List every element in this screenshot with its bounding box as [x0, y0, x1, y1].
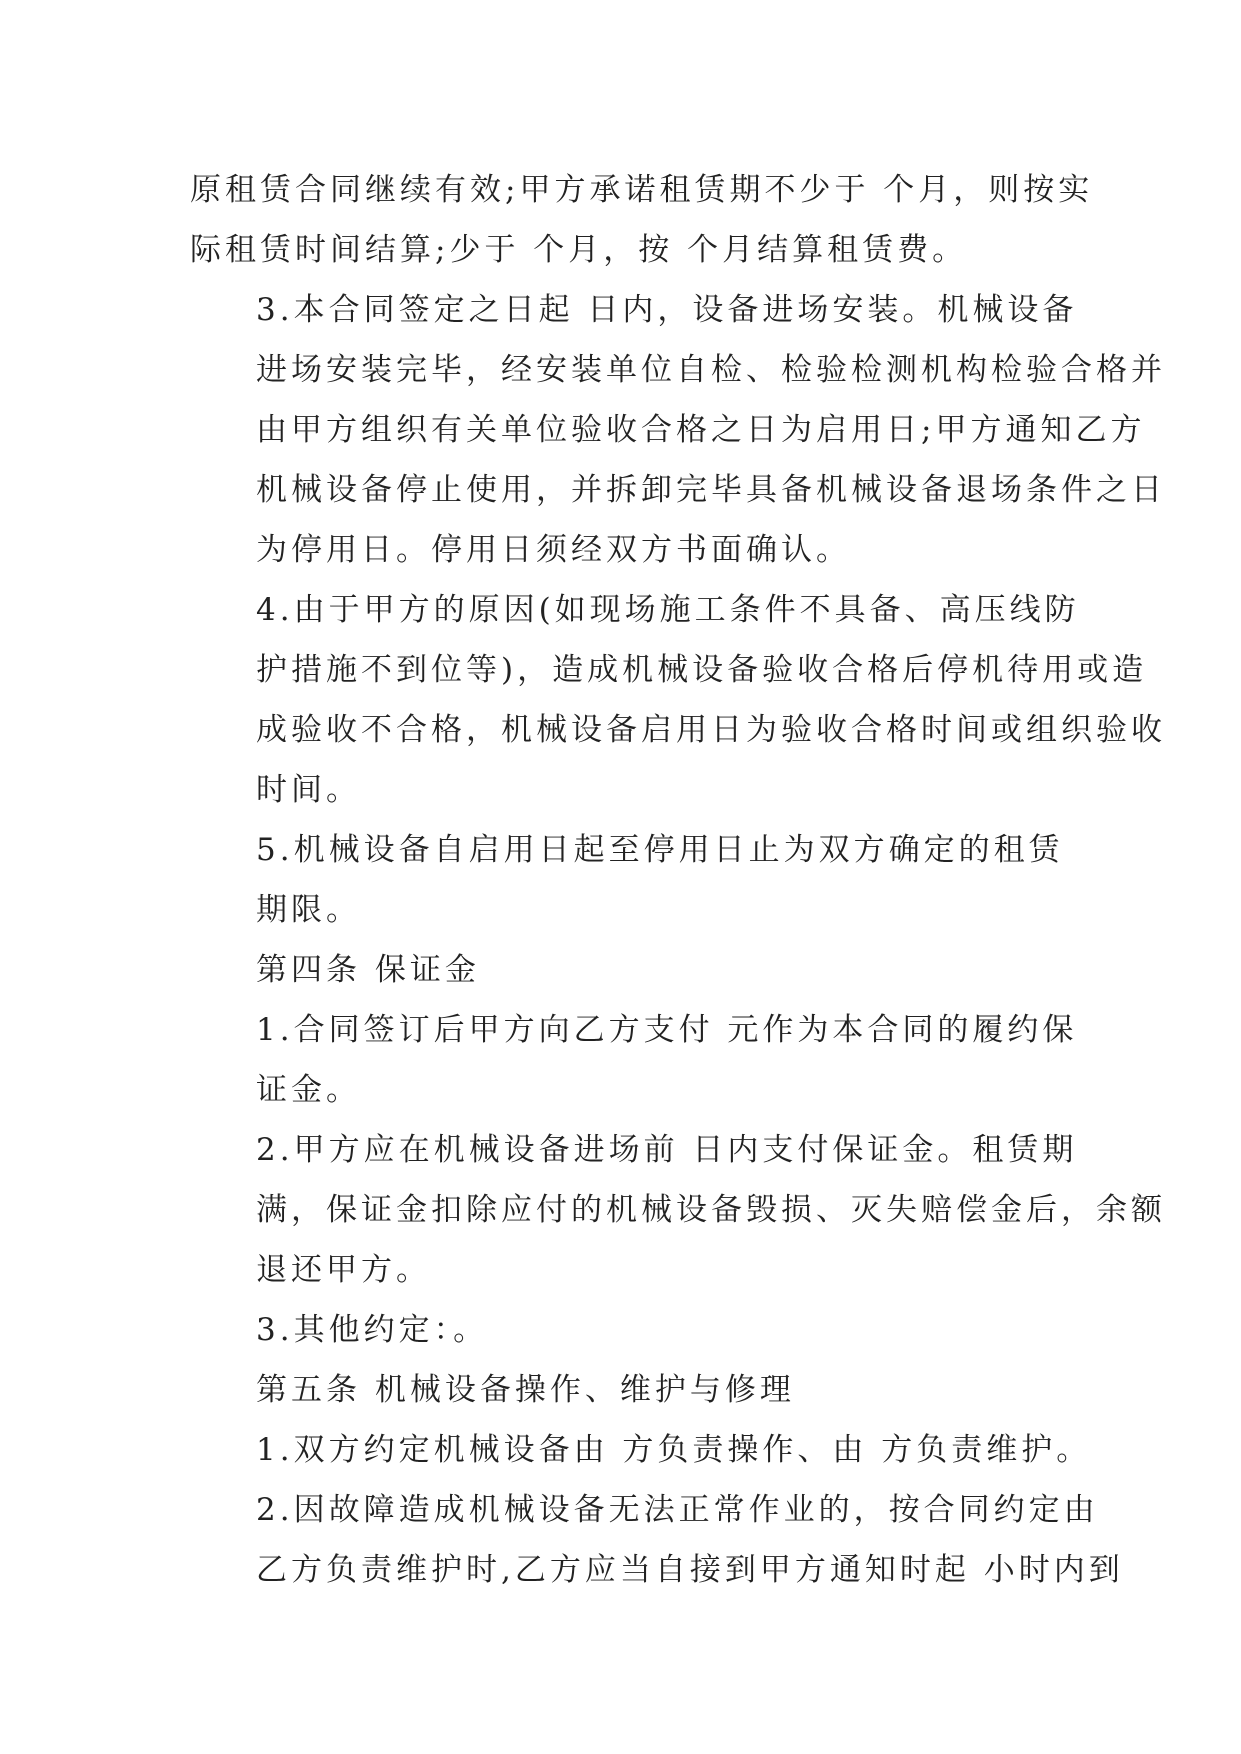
paragraph	[190, 580, 1166, 820]
text-line: 1.合同签订后甲方向乙方支付 元作为本合同的履约保	[256, 1012, 1078, 1048]
text-line: 乙方负责维护时,乙方应当自接到甲方通知时起 小时内到	[256, 1552, 1124, 1588]
text-line: 3.本合同签定之日起 日内，设备进场安装。机械设备	[256, 292, 1078, 328]
text-line: 第四条 保证金	[256, 952, 480, 988]
paragraph	[190, 820, 1064, 940]
text-line: 护措施不到位等)，造成机械设备验收合格后停机待用或造	[256, 652, 1148, 688]
text-line: 5.机械设备自启用日起至停用日止为双方确定的租赁	[256, 832, 1064, 868]
paragraph	[190, 1360, 1050, 1420]
text-line: 机械设备停止使用，并拆卸完毕具备机械设备退场条件之日	[256, 472, 1166, 508]
paragraph	[190, 1300, 1050, 1360]
paragraph	[190, 160, 1094, 280]
text-line: 为停用日。停用日须经双方书面确认。	[256, 532, 851, 568]
paragraph	[190, 1480, 1124, 1600]
text-line: 退还甲方。	[256, 1252, 431, 1288]
text-line: 第五条 机械设备操作、维护与修理	[256, 1372, 795, 1408]
text-line: 期限。	[256, 892, 361, 928]
text-line: 成验收不合格，机械设备启用日为验收合格时间或组织验收	[256, 712, 1166, 748]
text-line: 2.因故障造成机械设备无法正常作业的，按合同约定由	[256, 1492, 1099, 1528]
paragraph	[190, 1420, 1092, 1480]
text-line: 时间。	[256, 772, 361, 808]
paragraph	[190, 1000, 1078, 1120]
text-line: 进场安装完毕，经安装单位自检、检验检测机构检验合格并	[256, 352, 1166, 388]
text-line: 1.双方约定机械设备由 方负责操作、由 方负责维护。	[256, 1432, 1092, 1468]
text-line: 证金。	[256, 1072, 361, 1108]
paragraph	[190, 1120, 1166, 1300]
text-line: 际租赁时间结算;少于 个月，按 个月结算租赁费。	[190, 232, 968, 268]
text-line: 4.由于甲方的原因(如现场施工条件不具备、高压线防	[256, 592, 1080, 628]
text-line: 3.其他约定：。	[256, 1312, 489, 1348]
text-line: 2.甲方应在机械设备进场前 日内支付保证金。租赁期	[256, 1132, 1078, 1168]
text-line: 满，保证金扣除应付的机械设备毁损、灭失赔偿金后，余额	[256, 1192, 1166, 1228]
text-line: 由甲方组织有关单位验收合格之日为启用日;甲方通知乙方	[256, 412, 1146, 448]
paragraph	[190, 280, 1166, 580]
paragraph	[190, 940, 1050, 1000]
text-line: 原租赁合同继续有效;甲方承诺租赁期不少于 个月，则按实	[190, 172, 1094, 208]
document-body	[190, 160, 1166, 1600]
